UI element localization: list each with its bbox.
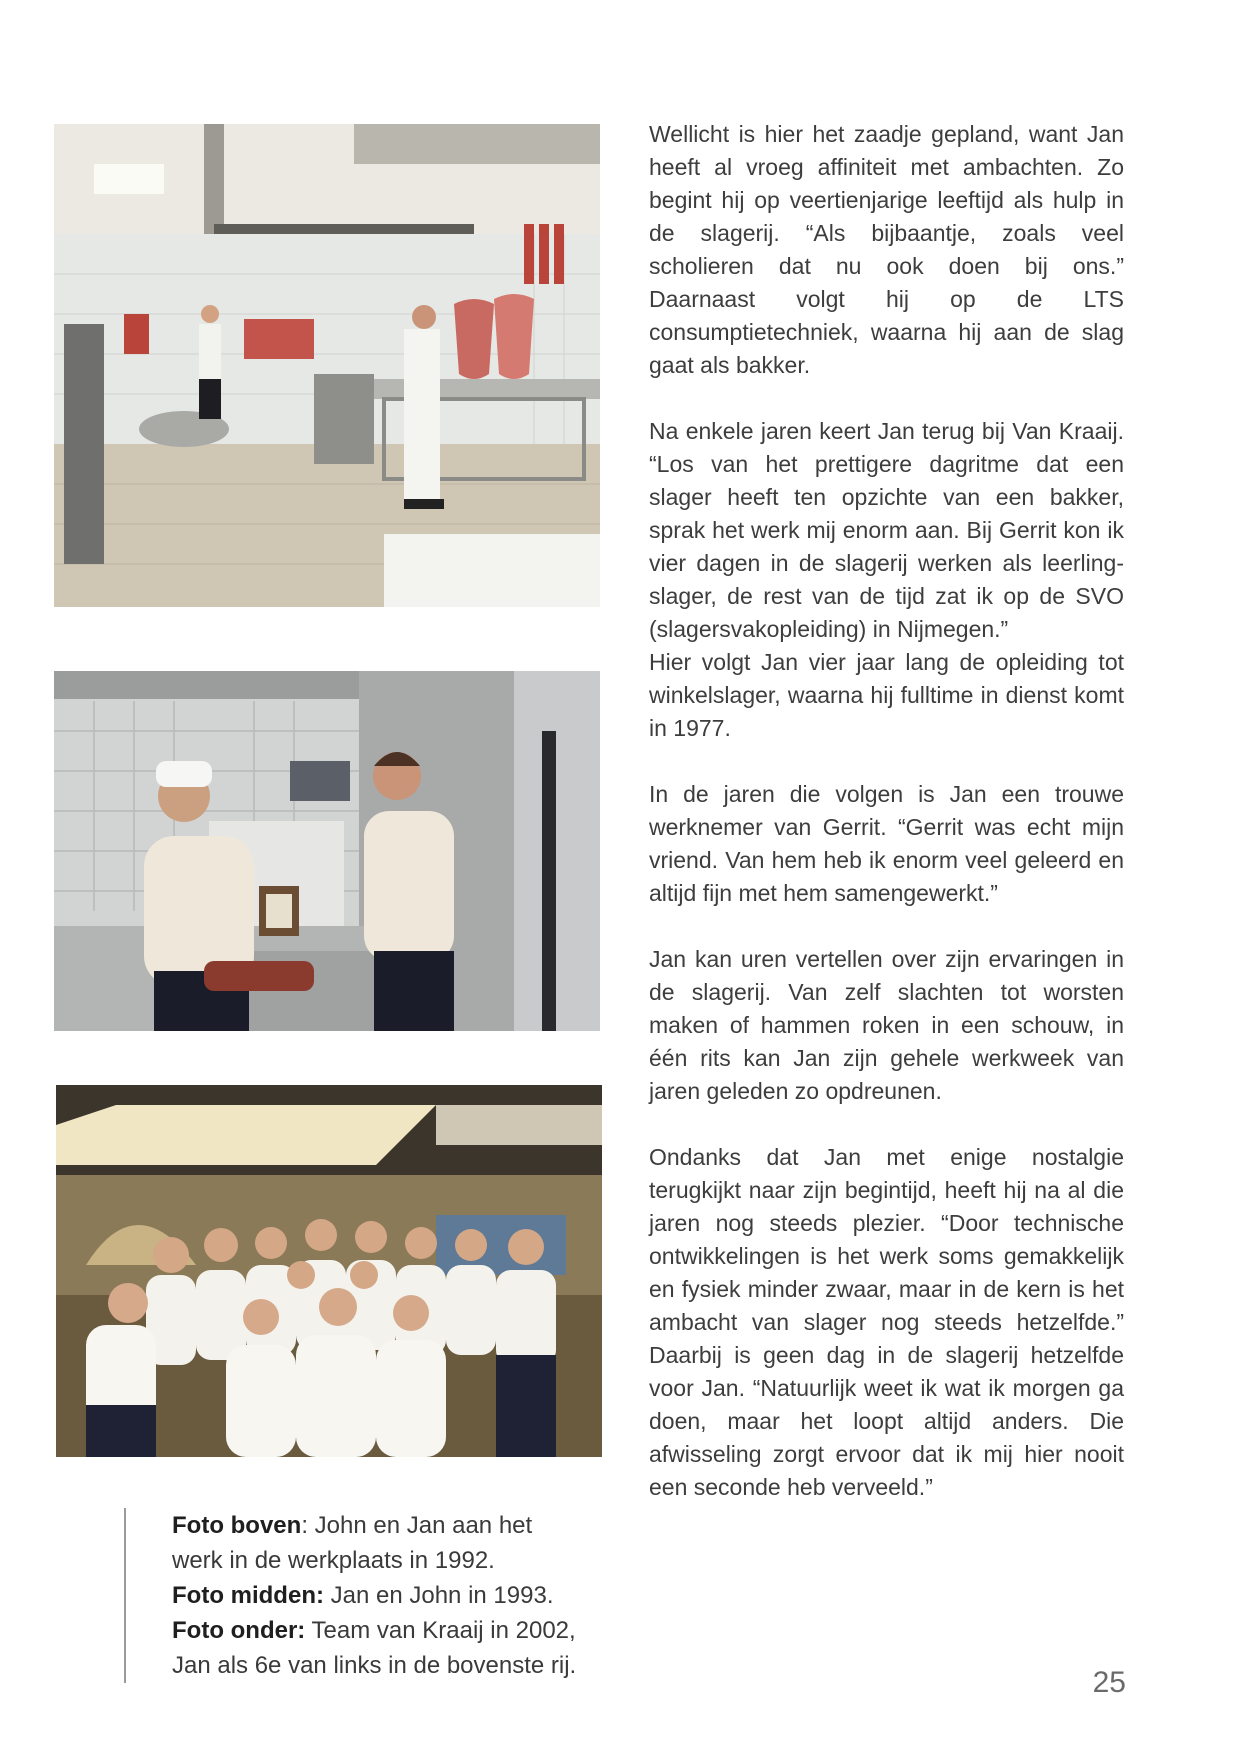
caption-bot-text-1: Team van Kraaij in 2002, (305, 1617, 576, 1644)
caption-bot-text-2: Jan als 6e van links in de bovenste rij. (172, 1652, 577, 1679)
paragraph-2: Na enkele jaren keert Jan terug bij Van Kraaij. “Los van het prettigere dagritme dat een slager heeft ten opzichte van een bakker, sprak het werk mij enorm aan. Bij Gerrit kon ik vier dagen in de slagerij werken als leerling-slager, de rest van de tijd zat ik op de SVO (slagersvakopleiding) in Nijmegen.” (649, 418, 1124, 642)
paragraph-1: Wellicht is hier het zaadje gepland, want Jan heeft al vroeg affiniteit met ambachten. Zo begint hij op veertienjarige leeftijd als hulp in de slagerij. “Als bijbaantje, zoals veel scholieren dat nu ook doen bij ons.” Daarnaast volgt hij op de LTS consumptietechniek, waarna hij aan de slag gaat als bakker. (649, 121, 1124, 378)
caption-mid-text: Jan en John in 1993. (323, 1582, 554, 1609)
paragraph-3: Hier volgt Jan vier jaar lang de opleiding tot winkelslager, waarna hij fulltime in dienst komt in 1977. (649, 649, 1124, 741)
caption-mid-label: Foto midden: (172, 1582, 324, 1609)
caption-line-4 (172, 1613, 672, 1648)
photo-workshop (54, 124, 600, 607)
caption-line-3 (172, 1578, 672, 1613)
photo-two-butchers (54, 671, 600, 1031)
photo-team (56, 1085, 602, 1457)
photo-caption (124, 1508, 672, 1683)
caption-top-label: Foto boven (172, 1512, 302, 1539)
page-number: 25 (1092, 1666, 1126, 1699)
paragraph-6: Ondanks dat Jan met enige nostalgie terugkijkt naar zijn begintijd, heeft hij na al die jaren nog steeds plezier. “Door technische ontwikkelingen is het werk soms gemakkelijk en fysiek minder zwaar, maar in de kern is het ambacht van slager nog steeds hetzelfde.” Daarbij is geen dag in de slagerij hetzelfde voor Jan. “Natuurlijk weet ik wat ik morgen ga doen, maar het loopt altijd anders. Die afwisseling zorgt ervoor dat ik mij hier nooit een seconde heb verveeld.” (649, 1144, 1124, 1500)
article-body (649, 118, 1124, 1537)
caption-top-text-2: werk in de werkplaats in 1992. (172, 1547, 495, 1574)
paragraph-5: Jan kan uren vertellen over zijn ervaringen in de slagerij. Van zelf slachten tot worsten maken of hammen roken in een schouw, in één rits kan Jan zijn gehele werkweek van jaren geleden zo opdreunen. (649, 946, 1124, 1104)
paragraph-4: In de jaren die volgen is Jan een trouwe werknemer van Gerrit. “Gerrit was echt mijn vriend. Van hem heb ik enorm veel geleerd en altijd fijn met hem samengewerkt.” (649, 781, 1124, 906)
caption-line-1 (172, 1508, 672, 1543)
caption-top-colon: : (301, 1512, 308, 1539)
caption-bot-label: Foto onder: (172, 1617, 306, 1644)
caption-top-text-1: John en Jan aan het (308, 1512, 533, 1539)
